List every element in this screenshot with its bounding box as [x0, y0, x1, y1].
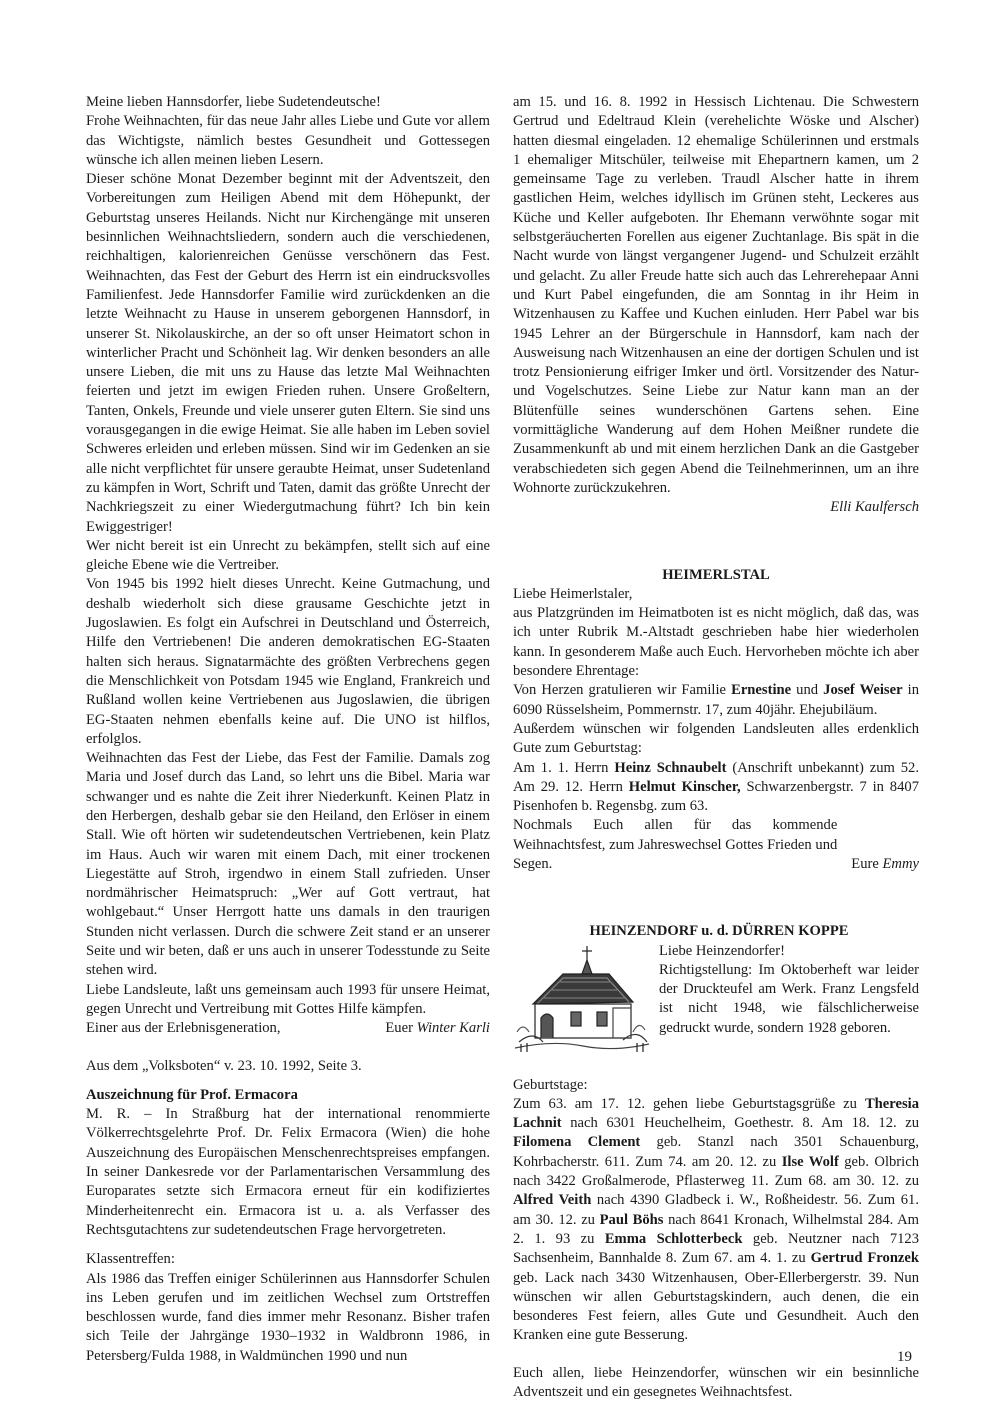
heimerlstal-paragraph: Von Herzen gratulieren wir Familie Ernestine und Josef Weiser in 6090 Rüsselsheim, Pommernstr. 17, zum 40jähr. Ehejubiläum.	[513, 682, 920, 718]
letter-paragraph: Von 1945 bis 1992 hielt dieses Unrecht. Keine Gutmachung, und deshalb wiederholt sich diese grausame Geschichte jetzt in Jugoslawien. Es folgt ein Aufschrei in Deutschland und Österreich, Hilfe den Vertriebenen! Die anderen demokratischen EG-Staaten halten sich heraus. Signatarmächte des größten Verbrechens gegen die Menschlichkeit von Potsdam 1945 wie England, Frankreich und Rußland wollen keine Vertriebenen aus Jugoslawien, die übrigen EG-Staaten nehmen ebenfalls keine auf. Die UNO ist hilflos, erfolglos.	[86, 576, 490, 747]
heinzendorf-section	[513, 922, 919, 1402]
letter-sign-name: Winter Karli	[416, 1020, 490, 1037]
ermacora-heading: Auszeichnung für Prof. Ermacora	[86, 1086, 298, 1103]
left-column	[86, 93, 490, 1366]
letter-signature	[86, 1019, 490, 1038]
heimerlstal-sign-pre: Eure	[851, 855, 879, 872]
klassentreffen-sign-name: Elli Kaulfersch	[830, 499, 919, 516]
birthday-name: Theresia Lachnit	[513, 1095, 919, 1132]
birthday-text: geb. Lack nach 3430 Witzenhausen, Ober-Ellerbergerstr. 39. Nun wünschen wir allen Geburtstagskindern, auch denen, die ein besonderes Fest feiern, alles Gute und Gesundheit. Auch den Kranken eine gute Besserung.	[513, 1269, 919, 1344]
birthdays-label: Geburtstage:	[513, 1076, 588, 1093]
birthday-name: Filomena Clement	[513, 1134, 641, 1151]
heinzendorf-closing: Euch allen, liebe Heinzendorfer, wünschen wir ein besinnliche Adventszeit und ein gesegnetes Weihnachtsfest.	[513, 1364, 919, 1401]
letter-paragraph: Frohe Weihnachten, für das neue Jahr alles Liebe und Gute vor allem das Wichtigste, nämlich bestes Gesundheit und Gottessegen wünsche ich allen meinen lieben Lesern.	[86, 113, 490, 168]
klassentreffen-text: Als 1986 das Treffen einiger Schülerinnen aus Hannsdorfer Schulen ins Leben gerufen und im zeitlichen Wechsel zum Ortstreffen beschlossen wurde, fand dies immer mehr Resonanz. Bisher trafen sich Teile der Jahrgänge 1930–1932 in Waldbronn 1986, in Petersberg/Fulda 1988, in Waldmünchen 1990 und nun	[86, 1270, 490, 1364]
letter-paragraph: Liebe Landsleute, laßt uns gemeinsam auch 1993 für unsere Heimat, gegen Unrecht und Vertreibung mit Gottes Hilfe kämpfen.	[86, 981, 490, 1017]
right-column	[513, 93, 919, 1402]
heimerlstal-paragraph: Außerdem wünschen wir folgenden Landsleuten alles erdenklich Gute zum Geburtstag:	[513, 720, 919, 757]
birthday-text: geb. Neutzner nach 7123 Sachsenheim, Bannhalde 8. Zum 67. am 4. 1. zu	[513, 1230, 920, 1267]
klassentreffen-continued: am 15. und 16. 8. 1992 in Hessisch Lichtenau. Die Schwestern Gertrud und Edeltraud Klein (verehelichte Wöske und Alscher) hatten diesmal eingeladen. 12 ehemalige Schülerinnen und erstmals 1 ehemaliger Mitschüler, teilweise mit Ehepartnern kamen, um 2 gemeinsame Tage zu verleben. Traudl Alscher hatte in ihrem gastlichen Heim, welches idyllisch im Grünen steht, Leckeres aus Küche und Keller aufgeboten. Ihr Ehemann verwöhnte sogar mit selbstgeräucherten Forellen aus eigener Zuchtanlage. Bis spät in die Nacht wurde von längst vergangener Jugend- und Schulzeit erzählt und gelacht. Zu aller Freude hatte sich auch das Lehrerehepaar Anni und Kurt Pabel eingefunden, die am Sonntag in ihr Heim in Witzenhausen zu Kaffee und Kuchen einluden. Herr Pabel war bis 1945 Lehrer an der Bürgerschule in Hannsdorf, kam nach der Ausweisung nach Witzenhausen an eine der dortigen Schulen und ist trotz Pensionierung eifriger Imker und örtl. Vorsitzender des Natur- und Vogelschutzes. Seine Liebe zur Natur kann man an der Blütenfülle seines wunderschönen Gartens sehen. Eine vormittägliche Wanderung auf dem Hohen Meißner rundete die Zusammenkunft ab und mit einem herzlichen Dank an die Gastgeber verabschiedeten sich gegen Abend die Teilnehmerinnen, um an ihre Wohnorte zurückzukehren.	[513, 94, 919, 496]
source-line: Aus dem „Volksboten“ v. 23. 10. 1992, Seite 3.	[86, 1057, 362, 1074]
birthday-text: geb. Stanzl nach 3501 Schauenburg, Kohrbacherstr. 611. Zum 74. am 20. 12. zu	[513, 1134, 920, 1170]
letter-paragraph: Weihnachten das Fest der Liebe, das Fest der Familie. Damals zog Maria und Josef durch das Land, so lehrt uns die Bibel. Maria war schwanger und es nahte die Zeit ihrer Niederkunft. Keinen Platz in den Herbergen, deshalb gebar sie den Heiland, den Erlöser in einem Stall. Wie oft hörten wir sudetendeutschen Vertriebenen, kein Platz im Haus. Auch wir waren mit einem Dach, mit einer trockenen Liegestätte auf Stroh, irgendwo in einem Stall zufrieden. Unser nordmährischer Heimatspruch: „Wer auf Gott vertraut, hat wohlgebaut.“ Unser Herrgott hatte uns damals in den traurigen Stunden nicht verlassen. Durch die schwere Zeit stand er an unserer Seite und wir beten, daß er uns auch in unserer Todesstunde zu Seite stehen wird.	[86, 750, 490, 979]
heimerlstal-greeting: Liebe Heimerlstaler,	[513, 585, 633, 602]
heimerlstal-closing-text: Nochmals Euch allen für das kommende Weihnachtsfest, zum Jahreswechsel Gottes Frieden und Segen.	[513, 817, 838, 872]
birthday-text: nach 4390 Gladbeck i. W., Roßheidestr. 56. Zum 61. am 30. 12. zu	[513, 1192, 919, 1228]
heimerlstal-closing	[513, 816, 919, 874]
page-number: 19	[897, 1349, 912, 1365]
heimerlstal-paragraph: aus Platzgründen im Heimatboten ist es nicht möglich, daß das, was ich unter Rubrik M.-Altstadt geschrieben habe hier wiederholen kann. In gesonderem Maße auch Euch. Hervorheben möchte ich aber besondere Ehrentage:	[513, 605, 919, 680]
church-illustration	[513, 944, 651, 1054]
heimerlstal-heading: HEIMERLSTAL	[662, 566, 770, 583]
birthday-text: Zum 63. am 17. 12. gehen liebe Geburtstagsgrüße zu	[513, 1095, 865, 1112]
heinzendorf-correction: Richtigstellung: Im Oktoberheft war leider der Druckteufel am Werk. Franz Lengsfeld ist nicht 1948, wie fälschlicherweise gedruckt wurde, sondern 1928 geboren.	[659, 961, 919, 1036]
birthdays-text	[513, 1095, 919, 1346]
letter-sign-left: Einer aus der Erlebnisgeneration,	[86, 1020, 281, 1037]
birthday-name: Emma Schlotterbeck	[604, 1230, 743, 1247]
heinzendorf-heading: HEINZENDORF u. d. DÜRREN KOPPE	[589, 923, 849, 940]
letter-greeting: Meine lieben Hannsdorfer, liebe Sudetendeutsche!	[86, 94, 381, 110]
heimerlstal-sign-name: Emmy	[882, 855, 919, 872]
birthday-name: Paul Böhs	[599, 1211, 664, 1228]
heimerlstal-paragraph: Am 1. 1. Herrn Heinz Schnaubelt (Anschrift unbekannt) zum 52. Am 29. 12. Herrn Helmut Kinscher, Schwarzenbergstr. 7 in 8407 Pisenhofen b. Regensbg. zum 63.	[513, 759, 919, 815]
birthday-text: nach 6301 Heuchelheim, Goethestr. 8. Am 18. 12. zu	[561, 1115, 919, 1132]
birthday-name: Alfred Veith	[513, 1192, 592, 1209]
letter-paragraph: Dieser schöne Monat Dezember beginnt mit der Adventszeit, den Vorbereitungen zum Heiligen Abend mit dem Höhepunkt, der Geburtstag unseres Heilands. Nicht nur Kirchengänge mit unseren besinnlichen Weihnachtsliedern, sondern auch die verschiedenen, reichhaltigen, kalorienreichen Genüsse verschönern das Fest. Weihnachten, das Fest der Geburt des Herrn ist ein eindrucksvolles Familienfest. Jede Hannsdorfer Familie wird zurückdenken an die letzte Weihnacht zu Hause in unserem geborgenen Hannsdorf, in unserer St. Nikolauskirche, an der so oft unser Heimatort schon in winterlicher Pracht und Schönheit lag. Wir denken besonders an alle unsere Lieben, die mit uns zu Hause das letzte Mal Weihnachten feierten und jetzt im ewigen Frieden ruhen. Unsere Großeltern, Tanten, Onkels, Freunde und viele unserer guten Eltern. Sie sind uns vorausgegangen in die ewige Heimat. Sie alle haben im Leben soviel Schweres erleiden und erleben müssen. Sind wir im Gedenken an sie alle nicht verpflichtet für unsere geraubte Heimat, unser Sudetenland zu kämpfen in Wort, Schrift und Taten, damit das größte Unrecht der Nachkriegszeit zu einer Wiedergutmachung führt? Ich bin kein Ewiggestriger!	[86, 171, 490, 535]
klassentreffen-signature	[513, 498, 919, 517]
birthday-name: Gertrud Fronzek	[810, 1250, 920, 1267]
letter-sign-pre: Euer	[385, 1020, 413, 1037]
letter-paragraph: Wer nicht bereit ist ein Unrecht zu bekämpfen, stellt sich auf eine gleiche Ebene wie die Vertreiber.	[86, 537, 490, 574]
birthday-name: Ilse Wolf	[781, 1153, 839, 1170]
klassentreffen-label: Klassentreffen:	[86, 1251, 175, 1268]
ermacora-text: M. R. – In Straßburg hat der international renommierte Völkerrechtsgelehrte Prof. Dr. Felix Ermacora (Wien) die hohe Auszeichnung des Europäischen Menschenrechtspreises empfangen. In seiner Dankesrede vor der Parlamentarischen Versammlung des Europarates setzte sich Ermacora erneut für ein kodifiziertes Minderheitenrecht ein. Ermacora ist u. a. als Verfasser des Rechtsgutachtens zur sudetendeutschen Frage hervorgetreten.	[86, 1106, 490, 1238]
heinzendorf-greeting: Liebe Heinzendorfer!	[659, 942, 785, 959]
birthday-text: geb. Olbrich nach 3422 Großalmerode, Pflasterweg 11. Zum 68. am 30. 12. zu	[513, 1153, 919, 1190]
birthday-text: nach 8641 Kronach, Wilhelmstal 284. Am 2. 1. 93 zu	[513, 1211, 919, 1247]
